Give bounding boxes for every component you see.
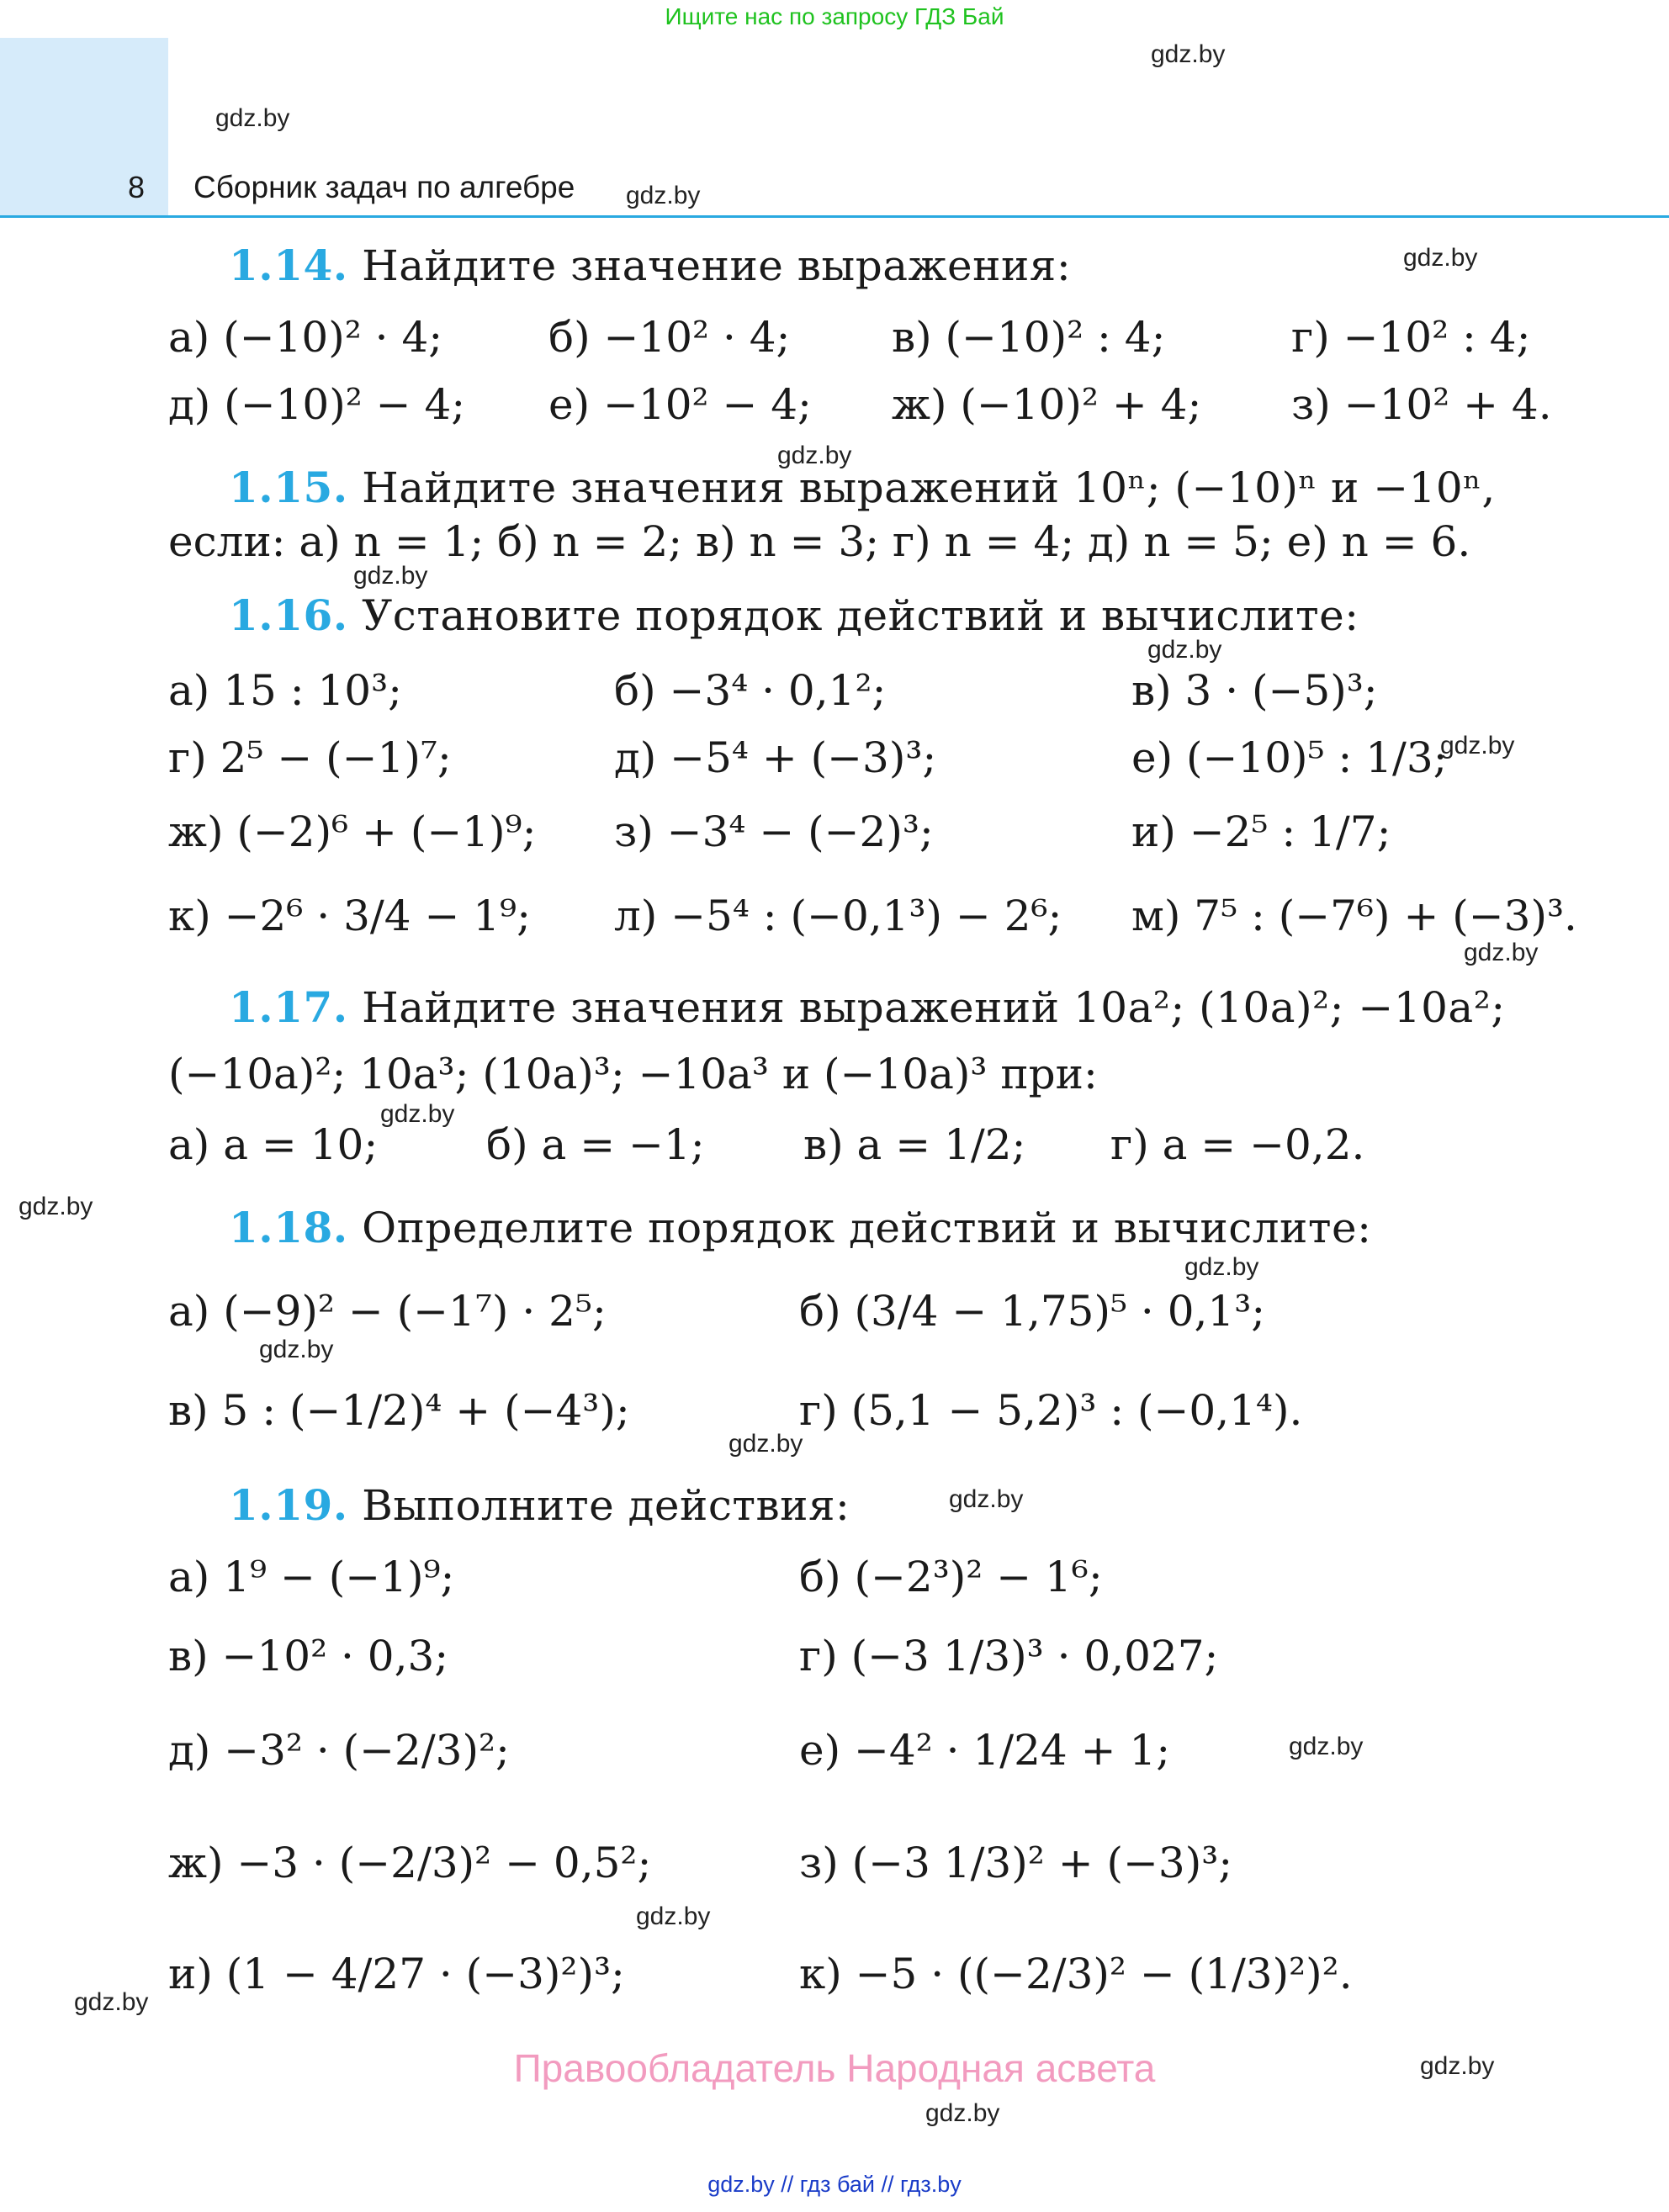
watermark: gdz.by [215, 104, 290, 132]
item-1-16-b: б) −3⁴ · 0,1²; [614, 666, 887, 715]
problem-number: 1.14. [229, 241, 348, 290]
problem-1-16-heading [229, 590, 1359, 640]
item-1-16-d: д) −5⁴ + (−3)³; [614, 733, 937, 782]
problem-number: 1.15. [229, 463, 348, 512]
item-1-14-d: д) (−10)² − 4; [168, 380, 466, 429]
item-1-16-e: е) (−10)⁵ : 1/3; [1131, 733, 1448, 782]
watermark: gdz.by [1420, 2052, 1495, 2080]
problem-text: Найдите значения выражений 10a²; (10a)²; −10a²; [362, 983, 1506, 1032]
item-1-16-v: в) 3 · (−5)³; [1131, 666, 1378, 715]
problem-text: Определите порядок действий и вычислите: [362, 1204, 1372, 1252]
item-1-18-v: в) 5 : (−1/2)⁴ + (−4³); [168, 1386, 630, 1435]
item-1-16-k: к) −2⁶ · 3/4 − 1⁹; [168, 892, 531, 940]
item-1-16-g: г) 2⁵ − (−1)⁷; [168, 733, 452, 782]
problem-text: Найдите значения выражений 10ⁿ; (−10)ⁿ и −10ⁿ, [362, 463, 1496, 512]
item-1-14-b: б) −10² · 4; [548, 313, 791, 362]
problem-1-15-heading [229, 463, 1496, 512]
watermark: gdz.by [353, 562, 428, 590]
problem-text: Установите порядок действий и вычислите: [362, 591, 1359, 640]
watermark: gdz.by [949, 1485, 1024, 1513]
item-1-14-g: г) −10² : 4; [1291, 313, 1531, 362]
watermark: gdz.by [74, 1988, 149, 2016]
item-1-16-zh: ж) (−2)⁶ + (−1)⁹; [168, 807, 537, 856]
problem-text: Найдите значение выражения: [362, 241, 1072, 290]
problem-1-17-heading [229, 982, 1506, 1032]
item-1-14-a: а) (−10)² · 4; [168, 313, 443, 362]
problem-number: 1.16. [229, 590, 348, 640]
item-1-16-m: м) 7⁵ : (−7⁶) + (−3)³. [1131, 892, 1577, 940]
watermark: gdz.by [259, 1336, 334, 1363]
item-1-18-a: а) (−9)² − (−1⁷) · 2⁵; [168, 1287, 607, 1336]
item-1-19-zh: ж) −3 · (−2/3)² − 0,5²; [168, 1839, 652, 1887]
item-1-17-v: в) a = 1/2; [803, 1120, 1026, 1169]
item-1-19-z: з) (−3 1/3)² + (−3)³; [799, 1839, 1233, 1887]
problem-1-19-heading [229, 1480, 850, 1530]
problem-1-15-conditions: если: а) n = 1; б) n = 2; в) n = 3; г) n = 4; д) n = 5; е) n = 6. [168, 517, 1471, 566]
problem-1-17-line2: (−10a)²; 10a³; (10a)³; −10a³ и (−10a)³ при: [168, 1050, 1098, 1098]
item-1-17-g: г) a = −0,2. [1110, 1120, 1365, 1169]
item-1-19-g: г) (−3 1/3)³ · 0,027; [799, 1632, 1219, 1680]
watermark: gdz.by [1151, 40, 1226, 68]
watermark: gdz.by [777, 442, 852, 469]
item-1-19-a: а) 1⁹ − (−1)⁹; [168, 1553, 455, 1601]
watermark: gdz.by [1184, 1253, 1259, 1281]
item-1-17-b: б) a = −1; [486, 1120, 705, 1169]
item-1-14-zh: ж) (−10)² + 4; [892, 380, 1202, 429]
watermark: gdz.by [380, 1100, 455, 1128]
item-1-19-i: и) (1 − 4/27 · (−3)²)³; [168, 1950, 625, 1998]
item-1-16-z: з) −3⁴ − (−2)³; [614, 807, 934, 856]
item-1-16-a: а) 15 : 10³; [168, 666, 402, 715]
watermark: gdz.by [626, 182, 701, 209]
problem-1-14-heading [229, 241, 1071, 290]
copyright-notice: Правообладатель Народная асвета [513, 2046, 1156, 2090]
problem-number: 1.17. [229, 982, 348, 1032]
item-1-18-b: б) (3/4 − 1,75)⁵ · 0,1³; [799, 1287, 1266, 1336]
item-1-19-e: е) −4² · 1/24 + 1; [799, 1726, 1171, 1775]
watermark: gdz.by [1440, 732, 1515, 759]
item-1-14-e: е) −10² − 4; [548, 380, 812, 429]
book-title: Сборник задач по алгебре [193, 170, 575, 204]
problem-1-18-heading [229, 1203, 1371, 1252]
header-divider [0, 215, 1669, 218]
watermark: gdz.by [1464, 939, 1539, 966]
problem-text: Выполните действия: [362, 1481, 850, 1530]
item-1-19-b: б) (−2³)² − 1⁶; [799, 1553, 1103, 1601]
item-1-16-i: и) −2⁵ : 1/7; [1131, 807, 1391, 856]
item-1-17-a: а) a = 10; [168, 1120, 379, 1169]
watermark: gdz.by [1147, 636, 1222, 664]
top-banner[interactable]: Ищите нас по запросу ГДЗ Бай [665, 3, 1004, 29]
watermark: gdz.by [729, 1430, 803, 1458]
watermark: gdz.by [1289, 1733, 1364, 1760]
page-number: 8 [128, 170, 146, 204]
footer-links[interactable]: gdz.by // гдз бай // гдз.by [707, 2172, 962, 2197]
watermark: gdz.by [1403, 244, 1478, 272]
item-1-14-z: з) −10² + 4. [1291, 380, 1552, 429]
item-1-16-l: л) −5⁴ : (−0,1³) − 2⁶; [614, 892, 1062, 940]
watermark: gdz.by [636, 1902, 711, 1930]
watermark: gdz.by [19, 1193, 93, 1220]
watermark: gdz.by [925, 2099, 1000, 2127]
item-1-19-v: в) −10² · 0,3; [168, 1632, 449, 1680]
item-1-19-k: к) −5 · ((−2/3)² − (1/3)²)². [799, 1950, 1353, 1998]
item-1-14-v: в) (−10)² : 4; [892, 313, 1166, 362]
problem-number: 1.18. [229, 1203, 348, 1252]
problem-number: 1.19. [229, 1480, 348, 1530]
item-1-19-d: д) −3² · (−2/3)²; [168, 1726, 510, 1775]
item-1-18-g: г) (5,1 − 5,2)³ : (−0,1⁴). [799, 1386, 1303, 1435]
